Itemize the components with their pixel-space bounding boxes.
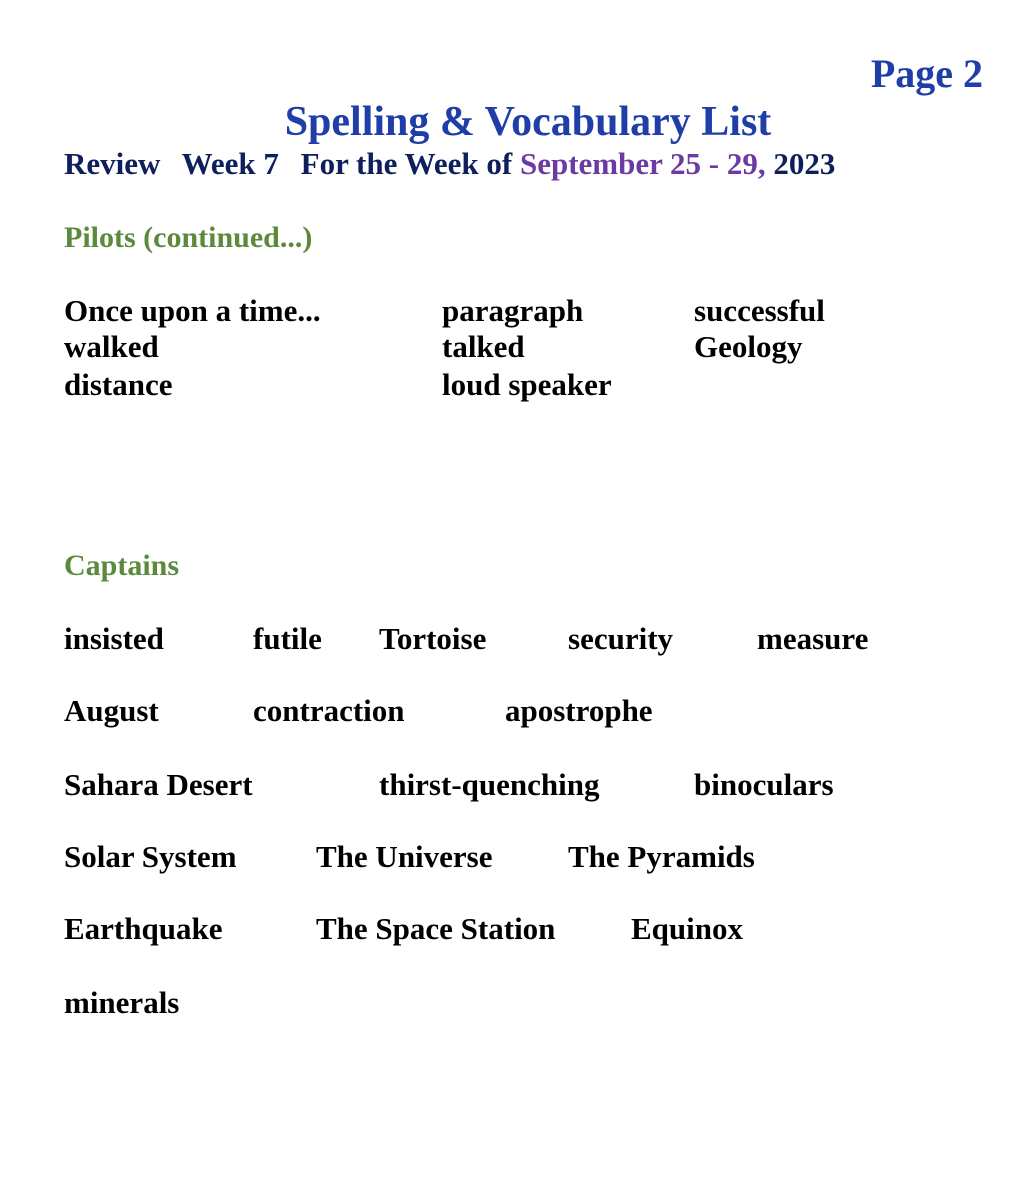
- captains-word: security: [568, 621, 674, 656]
- captains-heading: Captains: [64, 549, 180, 582]
- captains-word: Equinox: [631, 911, 744, 946]
- pilots-word: walked: [64, 329, 159, 364]
- subtitle-year: 2023: [773, 146, 836, 181]
- pilots-word: loud speaker: [442, 367, 612, 402]
- captains-word: Tortoise: [379, 621, 487, 656]
- week-subtitle: [64, 146, 835, 182]
- captains-word: measure: [757, 621, 869, 656]
- captains-word: The Space Station: [316, 911, 556, 946]
- subtitle-week: Week 7: [181, 146, 279, 181]
- pilots-heading: Pilots (continued...): [64, 221, 313, 254]
- pilots-word: paragraph: [442, 293, 584, 328]
- page-title: Spelling & Vocabulary List: [284, 99, 772, 145]
- subtitle-for-week: For the Week of: [300, 146, 513, 181]
- captains-word: minerals: [64, 985, 180, 1020]
- page-number: Page 2: [870, 51, 983, 96]
- captains-word: thirst-quenching: [379, 767, 600, 802]
- captains-word: Earthquake: [64, 911, 223, 946]
- pilots-word: Once upon a time...: [64, 293, 321, 328]
- pilots-word: successful: [694, 293, 825, 328]
- captains-word: apostrophe: [505, 693, 653, 728]
- subtitle-date-range: September 25 - 29,: [519, 146, 766, 181]
- captains-word: The Universe: [316, 839, 493, 874]
- captains-word: Sahara Desert: [64, 767, 253, 802]
- captains-word: contraction: [253, 693, 405, 728]
- captains-word: August: [64, 693, 159, 728]
- captains-word: insisted: [64, 621, 164, 656]
- captains-word: The Pyramids: [568, 839, 755, 874]
- pilots-word: Geology: [694, 329, 803, 364]
- pilots-word: distance: [64, 367, 173, 402]
- captains-word: binoculars: [694, 767, 834, 802]
- pilots-word: talked: [442, 329, 525, 364]
- captains-word: futile: [253, 621, 322, 656]
- subtitle-review: Review: [64, 146, 161, 181]
- captains-word: Solar System: [64, 839, 237, 874]
